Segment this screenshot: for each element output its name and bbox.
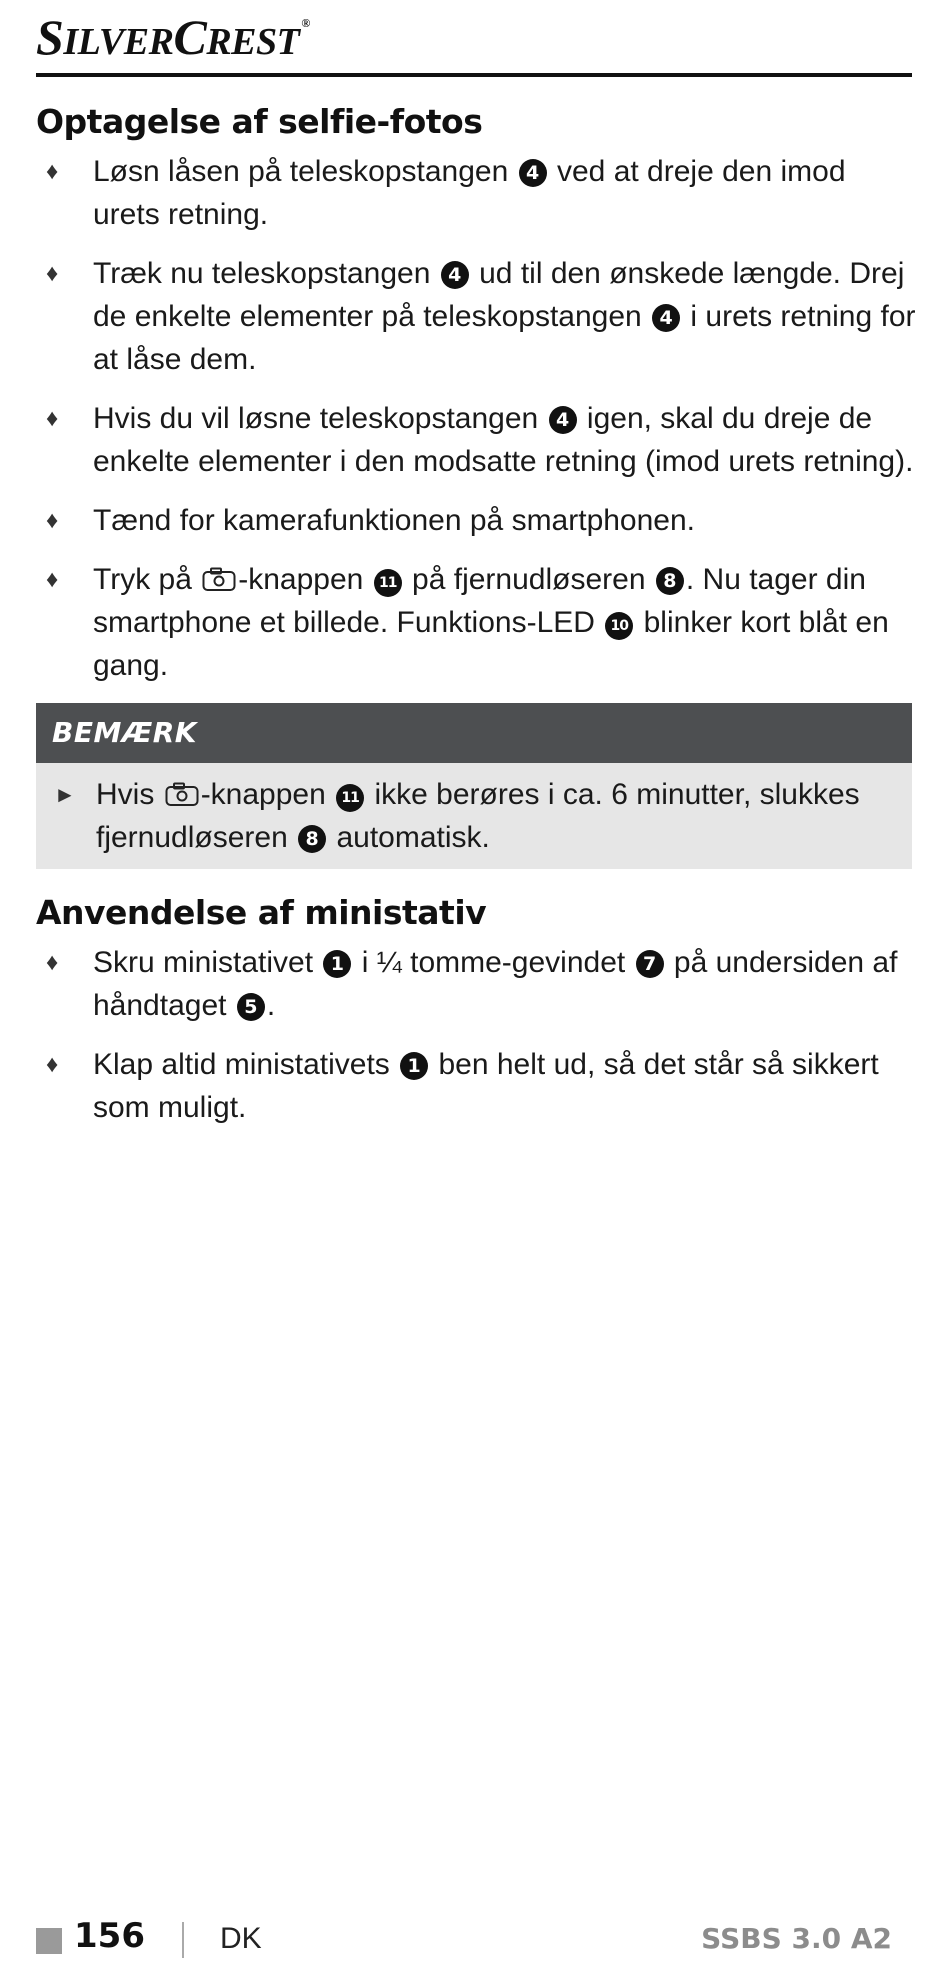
item-text: Tænd for kamerafunktionen på smartphonen.: [93, 504, 696, 537]
item-text: . Nu tager din smartphone et billede. Funktions-LED: [93, 563, 866, 639]
part-number-badge: 1: [400, 1052, 428, 1080]
part-number-badge: 11: [374, 569, 402, 597]
logo-text-part: REST: [206, 21, 300, 63]
selfie-steps-list: [36, 150, 916, 687]
model-number: SSBS 3.0 A2: [701, 1922, 892, 1955]
part-number-badge: 5: [237, 993, 265, 1021]
list-item: [36, 1043, 916, 1129]
item-text: blinker kort blåt en gang.: [93, 606, 889, 682]
part-number-badge: 1: [323, 950, 351, 978]
list-item: [36, 150, 916, 236]
item-text: ved at dreje den imod urets retning.: [93, 155, 846, 231]
logo-text-part: C: [173, 9, 207, 65]
note-text: -knappen: [200, 778, 326, 811]
item-text: Tryk på: [93, 563, 192, 596]
part-number-badge: 7: [636, 950, 664, 978]
part-number-badge: 4: [441, 261, 469, 289]
part-number-badge: 8: [298, 825, 326, 853]
part-number-badge: 4: [652, 304, 680, 332]
list-item: [36, 499, 916, 542]
item-text: i ¼ tomme-gevindet: [361, 946, 626, 979]
header-rule: [36, 73, 912, 77]
item-text: Skru ministativet: [93, 946, 314, 979]
item-text: på fjernudløseren: [412, 563, 646, 596]
camera-icon: [165, 782, 199, 807]
note-body: [36, 763, 912, 869]
page-content: [36, 100, 916, 1145]
diamond-bullet-icon: ♦: [46, 158, 59, 185]
part-number-badge: 4: [549, 406, 577, 434]
item-text: Hvis du vil løsne teleskopstangen: [93, 402, 539, 435]
part-number-badge: 8: [656, 567, 684, 595]
diamond-bullet-icon: ♦: [46, 405, 59, 432]
part-number-badge: 4: [519, 159, 547, 187]
note-heading: BEMÆRK: [36, 703, 912, 763]
silvercrest-logo: [36, 8, 310, 66]
part-number-badge: 11: [336, 784, 364, 812]
part-number-badge: 10: [605, 612, 633, 640]
item-text: på undersiden af håndtaget: [93, 946, 898, 1022]
arrow-right-icon: ►: [54, 782, 76, 807]
item-text: Løsn låsen på teleskopstangen: [93, 155, 509, 188]
item-text: -knappen: [238, 563, 364, 596]
list-item: [36, 941, 916, 1027]
note-text: automatisk.: [336, 821, 490, 854]
item-text: i urets retning for at låse dem.: [93, 300, 916, 376]
item-text: Klap altid ministativets: [93, 1048, 390, 1081]
item-text: ud til den ønskede længde. Drej de enkelte elementer på teleskopstangen: [93, 257, 905, 333]
list-item: [36, 397, 916, 483]
diamond-bullet-icon: ♦: [46, 507, 59, 534]
section-title-selfie: Optagelse af selfie-fotos: [36, 102, 483, 141]
diamond-bullet-icon: ♦: [46, 260, 59, 287]
language-code: DK: [220, 1922, 262, 1955]
list-item: [36, 252, 916, 381]
note-box: [36, 703, 912, 869]
diamond-bullet-icon: ♦: [46, 949, 59, 976]
page-number: 156: [74, 1916, 145, 1956]
registered-mark: ®: [301, 16, 310, 30]
list-item: [36, 558, 916, 687]
item-text: igen, skal du dreje de enkelte elementer i den modsatte retning (imod urets retning).: [93, 402, 914, 478]
section-title-ministativ: Anvendelse af ministativ: [36, 893, 487, 932]
footer-divider: [182, 1922, 184, 1958]
logo-text-part: ILVER: [63, 21, 174, 63]
note-text: Hvis: [96, 778, 155, 811]
logo-text-part: S: [36, 9, 64, 65]
ministativ-steps-list: [36, 941, 916, 1129]
footer-square-marker: [36, 1928, 62, 1954]
item-text: Træk nu teleskopstangen: [93, 257, 431, 290]
diamond-bullet-icon: ♦: [46, 566, 59, 593]
note-text: ikke berøres i ca. 6 minutter, slukkes fjernudløseren: [96, 778, 860, 854]
item-text: ben helt ud, så det står så sikkert som muligt.: [93, 1048, 879, 1124]
item-text: .: [266, 989, 276, 1022]
camera-icon: [202, 567, 236, 592]
diamond-bullet-icon: ♦: [46, 1051, 59, 1078]
